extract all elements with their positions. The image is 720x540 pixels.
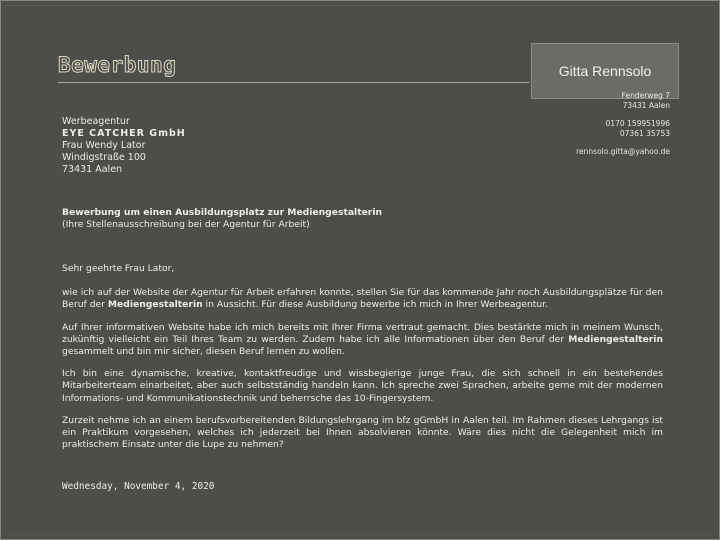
recipient-company: EYE CATCHER GmbH bbox=[62, 128, 186, 139]
recipient-line1: Werbeagentur bbox=[62, 116, 130, 127]
paragraph-3: Ich bin eine dynamische, kreative, kontaktfreudige und wissbegierige junge Frau, die sich schnell in ein bestehendes Mitarbeiterteam einarbeitet, aber auch selbstständig handeln kann. Ich spreche zwei Sprachen, arbeite gerne mit der modernen Informations- und Kommunikationstechnik und beherrsche das 10-Fingersystem. bbox=[62, 368, 663, 404]
header-rule bbox=[58, 82, 529, 83]
recipient-city: 73431 Aalen bbox=[62, 164, 123, 175]
sender-street: Fenderweg 7 bbox=[621, 91, 670, 100]
recipient-address bbox=[62, 116, 186, 176]
recipient-street: Windigstraße 100 bbox=[62, 152, 146, 163]
sender-city: 73431 Aalen bbox=[622, 101, 670, 110]
highlight-profession: Mediengestalterin bbox=[107, 299, 203, 311]
sender-email: rennsolo.gitta@yahoo.de bbox=[576, 147, 670, 156]
recipient-contact: Frau Wendy Lator bbox=[62, 140, 146, 151]
paragraph-4: Zurzeit nehme ich an einem berufsvorbereitenden Bildungslehrgang im bfz gGmbH in Aalen teil. Im Rahmen dieses Lehrgangs ist ein Praktikum vorgesehen, welches ich jederzeit bei Ihnen absolvieren könnte. Wäre dies nicht die Gelegenheit mich im praktischem Einsatz unter die Lupe zu nehmen? bbox=[62, 414, 663, 451]
applicant-name: Gitta Rennsolo bbox=[558, 63, 652, 79]
letter-date: Wednesday, November 4, 2020 bbox=[62, 481, 215, 492]
letter-body bbox=[62, 263, 663, 461]
letter-title: Bewerbung bbox=[58, 53, 177, 77]
subject-main: Bewerbung um einen Ausbildungsplatz zur Mediengestalterin bbox=[62, 207, 383, 218]
paragraph-2: Auf Ihrer informativen Website habe ich mich bereits mit Ihrer Firma vertraut gemacht. Dies bestärkte mich in meinem Wunsch, zukünftig vielleicht ein Teil Ihres Team zu werden. Zudem habe ich alle Informationen über den Beruf der Mediengestalterin gesammelt und bin mir sicher, diesen Beruf lernen zu wollen. bbox=[62, 321, 663, 358]
paragraph-1: wie ich auf der Website der Agentur für Arbeit erfahren konnte, stellen Sie für das kommende Jahr noch Ausbildungsplätze für den Beruf der Mediengestalterin in Aussicht. Für diese Ausbildung bewerbe ich mich in Ihrer Werbeagentur. bbox=[62, 287, 663, 311]
salutation: Sehr geehrte Frau Lator, bbox=[62, 263, 175, 274]
subject-reference: (Ihre Stellenausschreibung bei der Agentur für Arbeit) bbox=[62, 219, 310, 230]
sender-address bbox=[510, 91, 670, 157]
sender-mobile: 0170 159951996 bbox=[605, 119, 670, 128]
sender-phone: 07361 35753 bbox=[619, 129, 670, 138]
subject-line bbox=[62, 207, 382, 231]
highlight-profession: Mediengestalterin bbox=[568, 333, 663, 345]
